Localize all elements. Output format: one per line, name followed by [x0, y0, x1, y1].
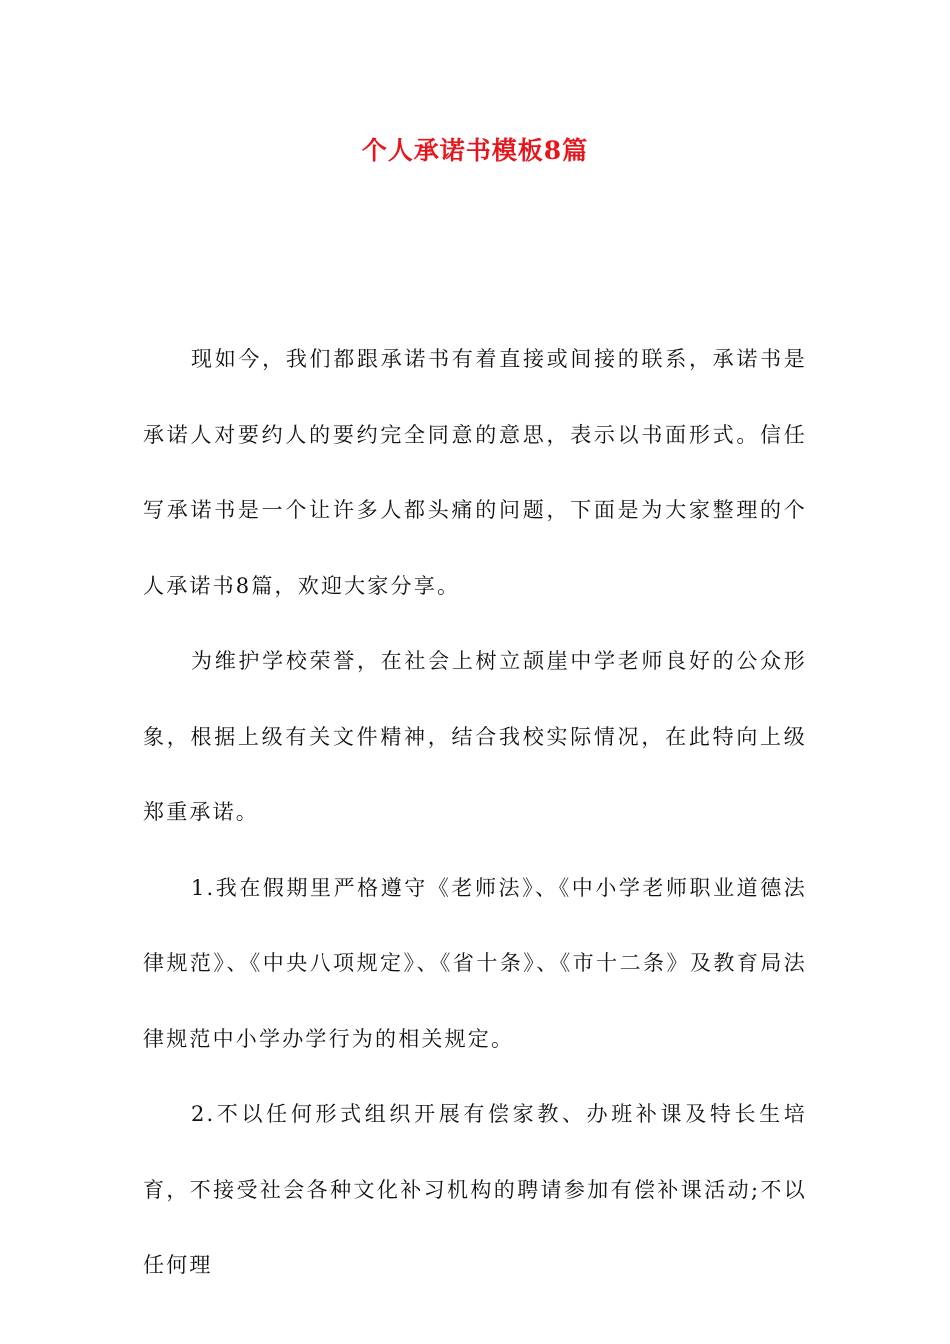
paragraph-item-2: 2.不以任何形式组织开展有偿家教、办班补课及特长生培育，不接受社会各种文化补习机构的聘请参加有偿补课活动;不以任何理 [143, 1102, 807, 1277]
paragraph-intro: 现如今，我们都跟承诺书有着直接或间接的联系，承诺书是承诺人对要约人的要约完全同意的意思，表示以书面形式。信任写承诺书是一个让许多人都头痛的问题，下面是为大家整理的个人承诺书8篇，欢迎大家分享。 [143, 347, 807, 598]
paragraph-purpose: 为维护学校荣誉，在社会上树立颉崖中学老师良好的公众形象，根据上级有关文件精神，结合我校实际情况，在此特向上级郑重承诺。 [143, 649, 807, 824]
document-body [143, 322, 807, 1304]
paragraph-item-1: 1.我在假期里严格遵守《老师法》、《中小学老师职业道德法律规范》、《中央八项规定》、《省十条》、《市十二条》及教育局法律规范中小学办学行为的相关规定。 [143, 875, 807, 1051]
document-title: 个人承诺书模板8篇 [361, 136, 589, 165]
